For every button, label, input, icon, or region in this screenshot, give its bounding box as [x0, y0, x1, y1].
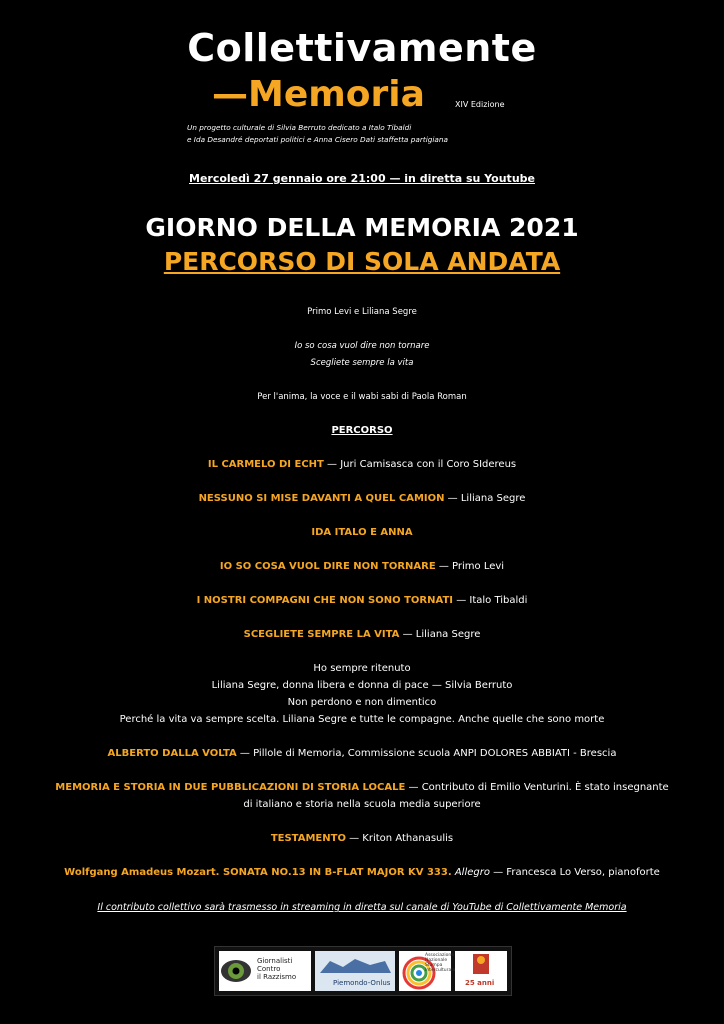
program-item-title: IO SO COSA VUOL DIRE NON TORNARE: [219, 561, 436, 572]
program-item-memoria-cont: di italiano e storia nella scuola media superiore: [243, 799, 481, 810]
program-item-memoria: [0, 782, 724, 793]
title-memoria: —Memoria: [212, 74, 425, 115]
logo-text: 25 anni: [465, 979, 495, 987]
intro-quote-1: Io so cosa vuol dire non tornare: [294, 341, 430, 351]
logo-25-anni: [455, 951, 507, 991]
program-item-author: — Italo Tibaldi: [453, 595, 528, 606]
logo-text: Piemondo-Onlus: [333, 979, 391, 987]
program-item: [0, 629, 724, 640]
program-item-testamento: [0, 833, 724, 844]
program-item-author: — Kriton Athanasulis: [345, 833, 454, 844]
logo-text: Associazione: [425, 953, 454, 958]
logo-text: Stampa: [425, 963, 443, 968]
program-item-title: SCEGLIETE SEMPRE LA VITA: [243, 629, 400, 640]
block-line-2: Liliana Segre, donna libera e donna di pace — Silvia Berruto: [211, 680, 513, 691]
title-collettivamente: Collettivamente: [187, 26, 537, 70]
logo-text: il Razzismo: [257, 973, 297, 981]
edition-label: XIV Edizione: [455, 100, 505, 109]
program-item-author: — Liliana Segre: [399, 629, 481, 640]
project-subtitle: [187, 122, 507, 146]
program-item: [0, 561, 724, 572]
program-item-title: IDA ITALO E ANNA: [311, 527, 413, 538]
program-item-title: IL CARMELO DI ECHT: [207, 459, 324, 470]
program-item-alberto: [0, 748, 724, 759]
event-date: Mercoledì 27 gennaio ore 21:00 — in diretta su Youtube: [189, 172, 535, 185]
program-item-title: NESSUNO SI MISE DAVANTI A QUEL CAMION: [198, 493, 445, 504]
program-item-author: — Primo Levi: [435, 561, 505, 572]
eye-icon: [219, 951, 253, 991]
program-item: [0, 527, 724, 538]
map-icon: [315, 955, 395, 977]
logo-text: Contro: [257, 965, 281, 973]
program-heading: PERCORSO: [331, 425, 393, 436]
intro-quote-2: Scegliete sempre la vita: [310, 358, 414, 368]
intro-authors: Primo Levi e Liliana Segre: [307, 307, 417, 317]
program-item-author: — Pillole di Memoria, Commissione scuola ANPI DOLORES ABBIATI - Brescia: [236, 748, 617, 759]
streaming-note: Il contributo collettivo sarà trasmesso in streaming in diretta sul canale di YouTube di Collettivamente Memoria: [97, 902, 627, 913]
logo-piemondo: [315, 951, 395, 991]
block-line-4: Perché la vita va sempre scelta. Liliana Segre e tutte le compagne. Anche quelle che sono morte: [119, 714, 605, 725]
program-item-title: ALBERTO DALLA VOLTA: [107, 748, 237, 759]
program-item-mozart: [0, 867, 724, 878]
logo-giornalisti-contro-razzismo: [219, 951, 311, 991]
logo-text: Interculturale: [425, 968, 456, 973]
program-item: [0, 459, 724, 470]
partner-logos: [214, 946, 512, 996]
block-line-3: Non perdono e non dimentico: [287, 697, 437, 708]
logo-text: Nazionale: [425, 958, 448, 963]
intro-credits: Per l'anima, la voce e il wabi sabi di Paola Roman: [257, 392, 467, 402]
event-title: GIORNO DELLA MEMORIA 2021: [145, 213, 579, 242]
program-item-title: Wolfgang Amadeus Mozart. SONATA NO.13 IN B-FLAT MAJOR KV 333.: [64, 867, 452, 878]
figure-icon: [455, 951, 507, 977]
logo-text: Giornalisti: [257, 957, 293, 965]
program-item-tempo: Allegro: [451, 867, 490, 878]
program-item-author: — Liliana Segre: [444, 493, 526, 504]
event-subtitle: PERCORSO DI SOLA ANDATA: [163, 247, 561, 276]
program-item-title: TESTAMENTO: [270, 833, 346, 844]
program-item-author: — Contributo di Emilio Venturini. È stato insegnante: [405, 782, 669, 793]
subtitle-line-2: e Ida Desandré deportati politici e Anna Cisero Dati staffetta partigiana: [187, 135, 448, 144]
program-item-title: MEMORIA E STORIA IN DUE PUBBLICAZIONI DI STORIA LOCALE: [55, 782, 406, 793]
program-item-author: — Francesca Lo Verso, pianoforte: [489, 867, 660, 878]
program-item-author: — Juri Camisasca con il Coro SIdereus: [323, 459, 517, 470]
program-item: [0, 493, 724, 504]
subtitle-line-1: Un progetto culturale di Silvia Berruto dedicato a Italo Tibaldi: [187, 123, 412, 132]
logo-ansi: [399, 951, 456, 991]
block-line-1: Ho sempre ritenuto: [313, 663, 411, 674]
program-item-title: I NOSTRI COMPAGNI CHE NON SONO TORNATI: [196, 595, 454, 606]
program-item: [0, 595, 724, 606]
